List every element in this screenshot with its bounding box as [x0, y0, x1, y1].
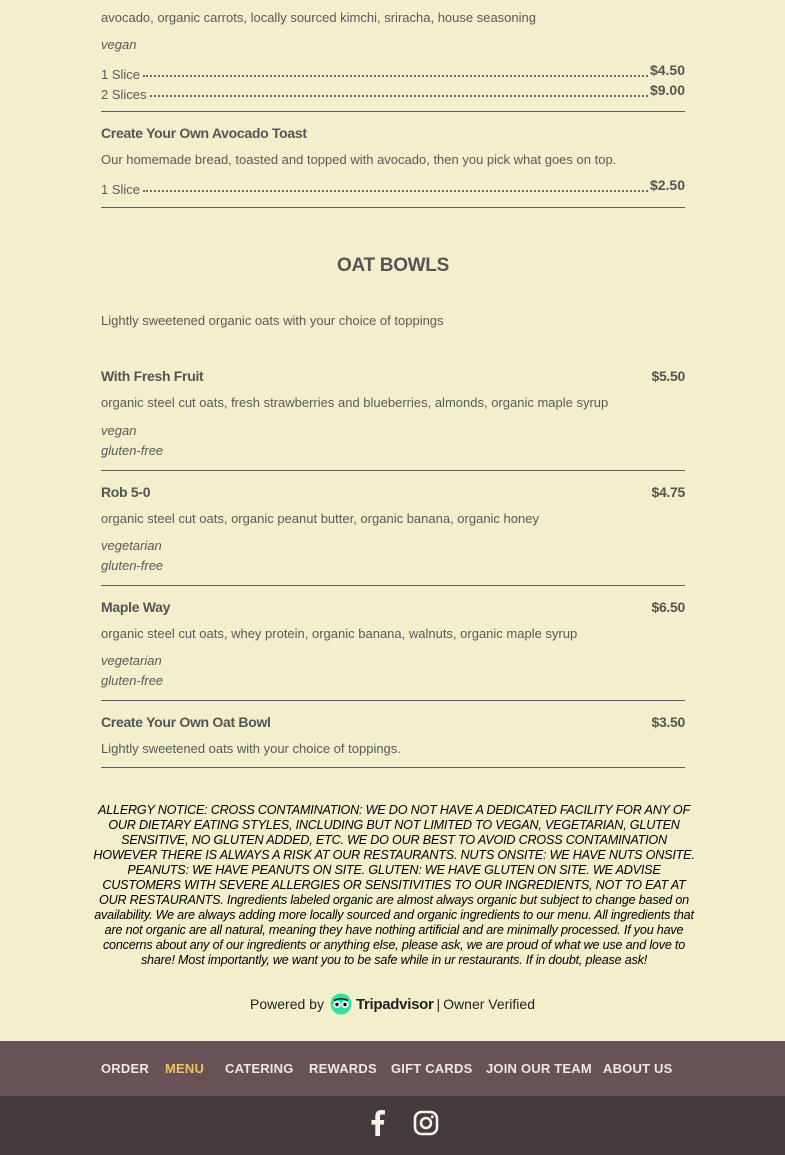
item-name: Maple Way	[101, 599, 171, 615]
allergy-notice: ALLERGY NOTICE: CROSS CONTAMINATION: WE DO NOT HAVE A DEDICATED FACILITY FOR ANY OF OUR DIETARY EATING STYLES, INCLUDING BUT NOT LIMITED TO VEGAN, VEGETARIAN, GLUTEN SENSITIVE, NO GLUTEN ADDED, ETC. WE DO OUR BEST TO AVOID CROSS CONTAMINATION HOWEVER THERE IS ALWAYS A RISK AT OUR RESTAURANTS. NUTS ONSITE: WE HAVE NUTS ONSITE. PEANUTS: WE HAVE PEANUTS ON SITE. GLUTEN: WE HAVE GLUTEN ON SITE. WE ADVISE CUSTOMERS WITH SEVERE ALLERGIES OR SENSITIVITIES TO OUR INGREDIENTS, NOT TO EAT AT OUR RESTAURANTS. Ingredients labeled organic are almost always organic but subject to change based on availability. We are always adding more locally sourced and organic ingredients to our menu. All ingredients that are not organic are all natural, meaning they have nothing artificial and are minimally processed. If you have concerns about any of our ingredients or anything else, please ask, we are proud of what we use and love to share! Most importantly, we want you to be safe while in ur restaurants. If in doubt, please ask!	[93, 803, 695, 967]
divider	[101, 585, 685, 586]
divider	[101, 767, 685, 768]
section-title: OAT BOWLS	[337, 255, 449, 276]
item-name: Rob 5-0	[101, 484, 151, 500]
nav-item-about-us[interactable]: ABOUT US	[603, 1061, 673, 1076]
diet-tag: vegan	[101, 37, 137, 52]
section-intro: Lightly sweetened organic oats with your choice of toppings	[101, 313, 444, 328]
item-description: organic steel cut oats, whey protein, organic banana, walnuts, organic maple syrup	[101, 626, 578, 641]
nav-item-gift-cards[interactable]: GIFT CARDS	[391, 1061, 473, 1076]
item-name: With Fresh Fruit	[101, 368, 204, 384]
dot-leader	[143, 190, 648, 192]
diet-tag: vegetarian	[101, 538, 162, 553]
nav-item-menu[interactable]: MENU	[165, 1061, 205, 1076]
dot-leader	[150, 95, 648, 97]
divider	[101, 700, 685, 701]
powered-prefix: Powered by	[250, 996, 324, 1012]
item-description: Our homemade bread, toasted and topped with avocado, then you pick what goes on top.	[101, 152, 617, 167]
tripadvisor-badge[interactable]	[0, 993, 785, 1015]
badge-separator: |	[436, 996, 441, 1012]
item-description: Lightly sweetened oats with your choice of toppings.	[101, 741, 401, 756]
menu-item-header	[101, 368, 685, 384]
owner-verified-label: Owner Verified	[443, 996, 535, 1012]
instagram-icon[interactable]	[413, 1110, 439, 1141]
item-name: Create Your Own Oat Bowl	[101, 714, 271, 730]
item-price: $6.50	[651, 599, 685, 615]
nav-item-join-our-team[interactable]: JOIN OUR TEAM	[486, 1061, 592, 1076]
price-option	[101, 82, 685, 102]
social-footer	[0, 1096, 785, 1155]
footer-nav	[0, 1041, 785, 1096]
menu-item-header	[101, 484, 685, 500]
diet-tag: gluten-free	[101, 673, 164, 688]
nav-item-order[interactable]: ORDER	[101, 1061, 149, 1076]
menu-item-header	[101, 599, 685, 615]
divider	[101, 470, 685, 471]
divider	[101, 207, 685, 208]
tripadvisor-brand: Tripadvisor	[355, 995, 434, 1013]
option-price: $2.50	[649, 177, 685, 193]
item-description: organic steel cut oats, fresh strawberries and blueberries, almonds, organic maple syrup	[101, 395, 609, 410]
diet-tag: vegetarian	[101, 653, 162, 668]
price-option	[101, 62, 685, 82]
diet-tag: gluten-free	[101, 558, 164, 573]
item-name: Create Your Own Avocado Toast	[101, 125, 307, 141]
diet-tag: gluten-free	[101, 443, 164, 458]
divider	[101, 111, 685, 112]
item-price: $4.75	[651, 484, 685, 500]
facebook-icon[interactable]	[370, 1110, 388, 1141]
menu-item-header	[101, 714, 685, 730]
option-label: 2 Slices	[101, 87, 147, 102]
item-price: $3.50	[651, 714, 685, 730]
item-description: organic steel cut oats, organic peanut butter, organic banana, organic honey	[101, 511, 539, 526]
nav-item-catering[interactable]: CATERING	[225, 1061, 294, 1076]
diet-tag: vegan	[101, 423, 137, 438]
price-option	[101, 177, 685, 197]
toast-description: avocado, organic carrots, locally sourced kimchi, sriracha, house seasoning	[101, 10, 536, 25]
nav-item-rewards[interactable]: REWARDS	[309, 1061, 377, 1076]
option-price: $4.50	[649, 62, 685, 78]
item-price: $5.50	[651, 368, 685, 384]
option-label: 1 Slice	[101, 67, 141, 82]
dot-leader	[143, 75, 648, 77]
option-label: 1 Slice	[101, 182, 141, 197]
tripadvisor-owl-icon	[330, 993, 352, 1015]
option-price: $9.00	[649, 82, 685, 98]
menu-item-header	[101, 125, 685, 141]
